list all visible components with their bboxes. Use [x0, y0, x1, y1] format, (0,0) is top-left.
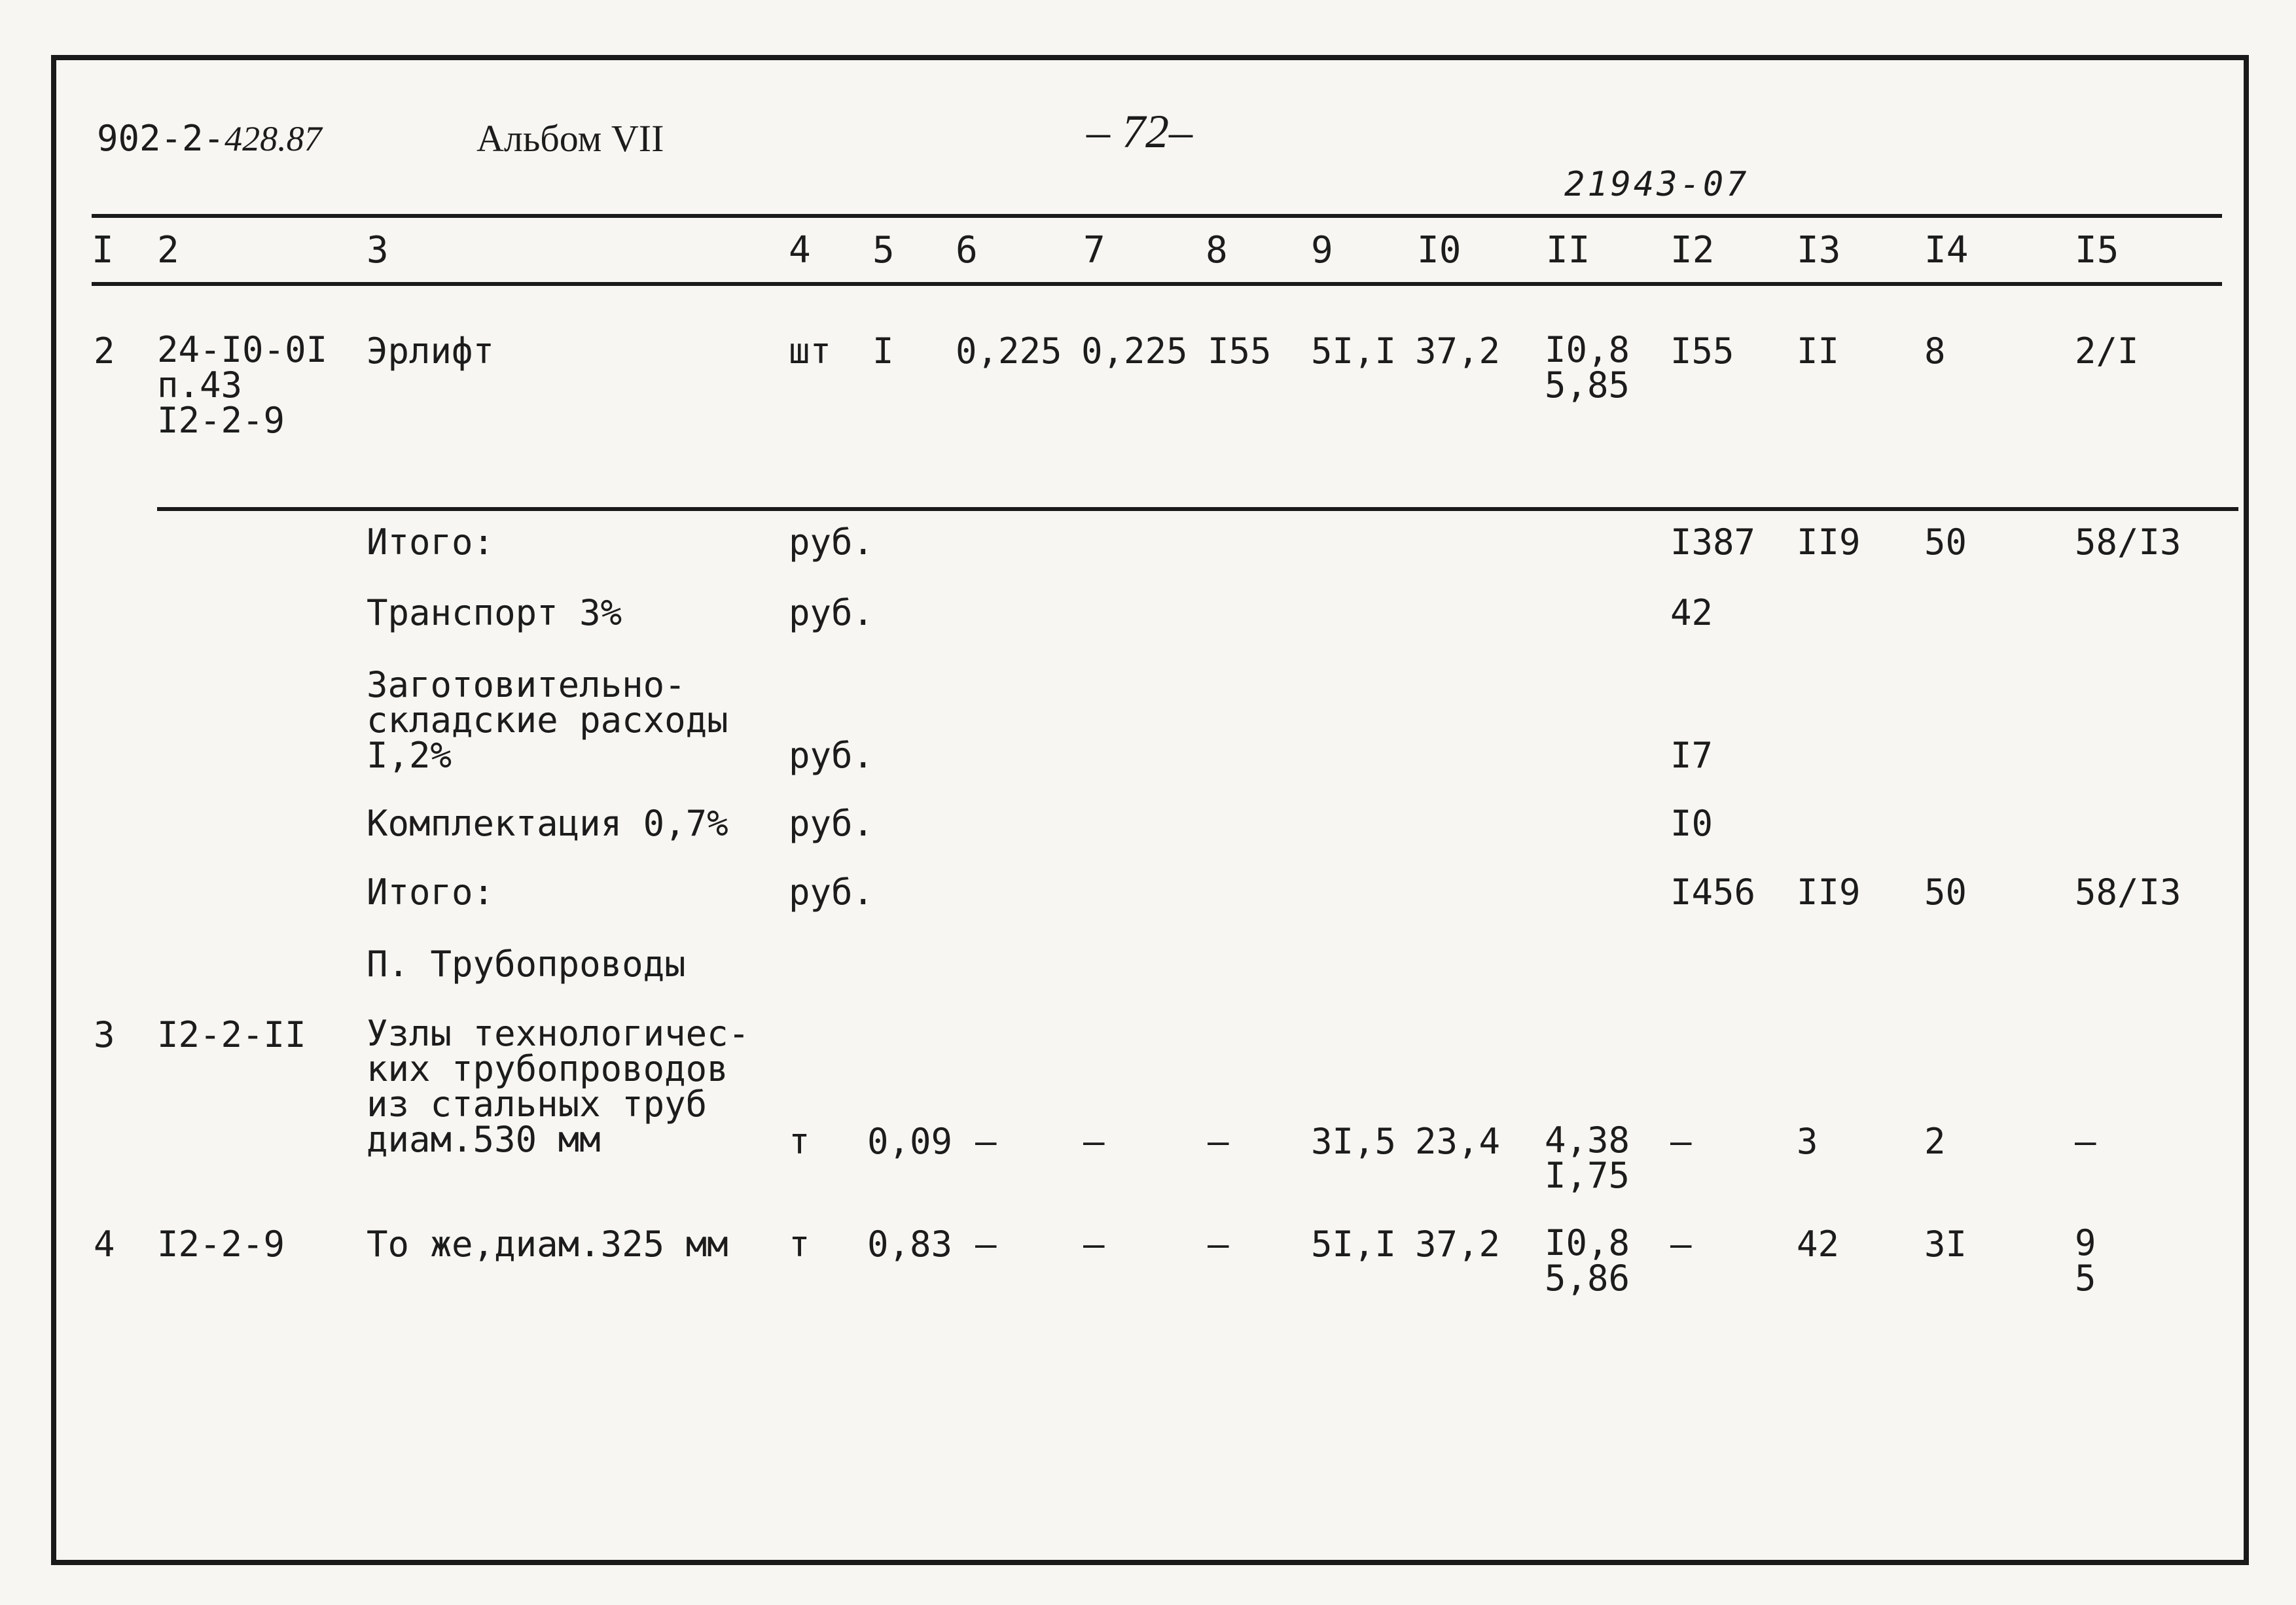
- row4-num: 4: [94, 1224, 115, 1265]
- col-number-14: I4: [1924, 229, 1969, 272]
- row4-c15-line1: 9: [2075, 1222, 2096, 1263]
- row2-code: [157, 329, 328, 441]
- row3-c11: [1545, 1120, 1630, 1196]
- row4-c5: 0,83: [867, 1224, 953, 1265]
- album-label: Альбом VII: [476, 117, 664, 160]
- doc-number-handwritten: 428.87: [224, 119, 322, 158]
- transport-c12: 42: [1670, 592, 1713, 633]
- row3-name-line1: Узлы технологичес-: [367, 1013, 750, 1054]
- row3-code: I2-2-II: [157, 1014, 306, 1055]
- row3-c15: –: [2075, 1121, 2096, 1162]
- doc-number-prefix: 902-2-: [97, 118, 225, 159]
- row3-unit: т: [789, 1121, 810, 1162]
- row4-code: I2-2-9: [157, 1224, 285, 1265]
- row4-c11: [1545, 1222, 1630, 1299]
- row3-c6: –: [975, 1121, 997, 1162]
- row3-c12: –: [1670, 1121, 1692, 1162]
- col-number-4: 4: [789, 229, 811, 272]
- row2-c13: II: [1797, 330, 1840, 372]
- itogo1-c13: II9: [1797, 521, 1861, 563]
- row4-c9: 5I,I: [1311, 1224, 1397, 1265]
- col-number-6: 6: [956, 229, 978, 272]
- row2-code-line2: п.43: [157, 364, 243, 406]
- row3-num: 3: [94, 1014, 115, 1055]
- row3-c13: 3: [1797, 1121, 1818, 1162]
- itogo1-label: Итого:: [367, 521, 495, 563]
- col-number-8: 8: [1206, 229, 1228, 272]
- row3-c9: 3I,5: [1311, 1121, 1397, 1162]
- itogo2-c13: II9: [1797, 872, 1861, 913]
- col-number-12: I2: [1670, 229, 1715, 272]
- col-number-5: 5: [872, 229, 895, 272]
- row2-c11-line1: I0,8: [1545, 329, 1630, 370]
- row2-c14: 8: [1924, 330, 1946, 372]
- col-number-2: 2: [157, 229, 179, 272]
- row2-c12: I55: [1670, 330, 1734, 372]
- itogo2-c14: 50: [1924, 872, 1967, 913]
- col-number-11: II: [1546, 229, 1590, 272]
- row4-c11-line1: I0,8: [1545, 1222, 1630, 1263]
- row3-c14: 2: [1924, 1121, 1946, 1162]
- col-number-13: I3: [1797, 229, 1841, 272]
- row4-c15: [2075, 1222, 2096, 1299]
- row4-c14: 3I: [1924, 1224, 1967, 1265]
- row3-c7: –: [1083, 1121, 1105, 1162]
- row4-name: То же,диам.325 мм: [367, 1224, 728, 1265]
- row3-c5: 0,09: [867, 1121, 953, 1162]
- itogo2-unit: руб.: [789, 872, 874, 913]
- transport-unit: руб.: [789, 592, 874, 633]
- komplekt-c12: I0: [1670, 803, 1713, 844]
- row4-c10: 37,2: [1415, 1224, 1501, 1265]
- doc-number: [97, 118, 322, 159]
- row2-c11: [1545, 329, 1630, 406]
- row2-c5: I: [872, 330, 894, 372]
- row4-c15-line2: 5: [2075, 1258, 2096, 1299]
- row2-code-line1: 24-I0-0I: [157, 329, 328, 370]
- row3-name-line2: ких трубопроводов: [367, 1048, 728, 1089]
- row2-c11-line2: 5,85: [1545, 364, 1630, 406]
- itogo1-c14: 50: [1924, 521, 1967, 563]
- zagot-label-line1: Заготовительно-: [367, 664, 686, 705]
- row2-c9: 5I,I: [1311, 330, 1397, 372]
- row3-c8: –: [1208, 1121, 1229, 1162]
- row2-name: Эрлифт: [367, 330, 495, 372]
- row4-c12: –: [1670, 1224, 1692, 1265]
- stamp-number: 21943-07: [1564, 165, 1749, 204]
- col-number-1: I: [92, 229, 114, 272]
- itogo2-c15: 58/I3: [2075, 872, 2181, 913]
- komplekt-label: Комплектация 0,7%: [367, 803, 728, 844]
- row2-c10: 37,2: [1415, 330, 1501, 372]
- row3-name-line4: диам.530 мм: [367, 1119, 601, 1160]
- section-title: П. Трубопроводы: [367, 944, 686, 985]
- zagot-label-line3: I,2%: [367, 735, 452, 776]
- row2-c7: 0,225: [1081, 330, 1188, 372]
- row4-c11-line2: 5,86: [1545, 1258, 1630, 1299]
- zagot-label-line2: складские расходы: [367, 699, 728, 741]
- col-number-3: 3: [367, 229, 389, 272]
- row2-num: 2: [94, 330, 115, 372]
- zagot-label: [367, 664, 728, 776]
- col-number-15: I5: [2075, 229, 2119, 272]
- row3-c11-line2: I,75: [1545, 1155, 1630, 1196]
- row2-code-line3: I2-2-9: [157, 400, 285, 441]
- row4-c7: –: [1083, 1224, 1105, 1265]
- komplekt-unit: руб.: [789, 803, 874, 844]
- row4-c8: –: [1208, 1224, 1229, 1265]
- itogo2-c12: I456: [1670, 872, 1756, 913]
- header-bottom-rule: [92, 282, 2222, 286]
- row3-name: [367, 1013, 750, 1160]
- itogo2-label: Итого:: [367, 872, 495, 913]
- zagot-unit: руб.: [789, 735, 874, 776]
- itogo1-unit: руб.: [789, 521, 874, 563]
- row3-c11-line1: 4,38: [1545, 1120, 1630, 1161]
- page-number: – 72–: [1086, 105, 1193, 158]
- row4-unit: т: [789, 1224, 810, 1265]
- transport-label: Транспорт 3%: [367, 592, 622, 633]
- row2-c15: 2/I: [2075, 330, 2139, 372]
- col-number-9: 9: [1311, 229, 1333, 272]
- header-top-rule: [92, 214, 2222, 218]
- itogo1-c12: I387: [1670, 521, 1756, 563]
- row2-unit: шт: [789, 330, 832, 372]
- row4-c6: –: [975, 1224, 997, 1265]
- row2-c6: 0,225: [956, 330, 1062, 372]
- row4-c13: 42: [1797, 1224, 1840, 1265]
- row3-c10: 23,4: [1415, 1121, 1501, 1162]
- itogo1-c15: 58/I3: [2075, 521, 2181, 563]
- col-number-7: 7: [1083, 229, 1105, 272]
- totals-separator: [157, 507, 2238, 511]
- row2-c8: I55: [1208, 330, 1272, 372]
- col-number-10: I0: [1417, 229, 1462, 272]
- row3-name-line3: из стальных труб: [367, 1084, 708, 1125]
- zagot-c12: I7: [1670, 735, 1713, 776]
